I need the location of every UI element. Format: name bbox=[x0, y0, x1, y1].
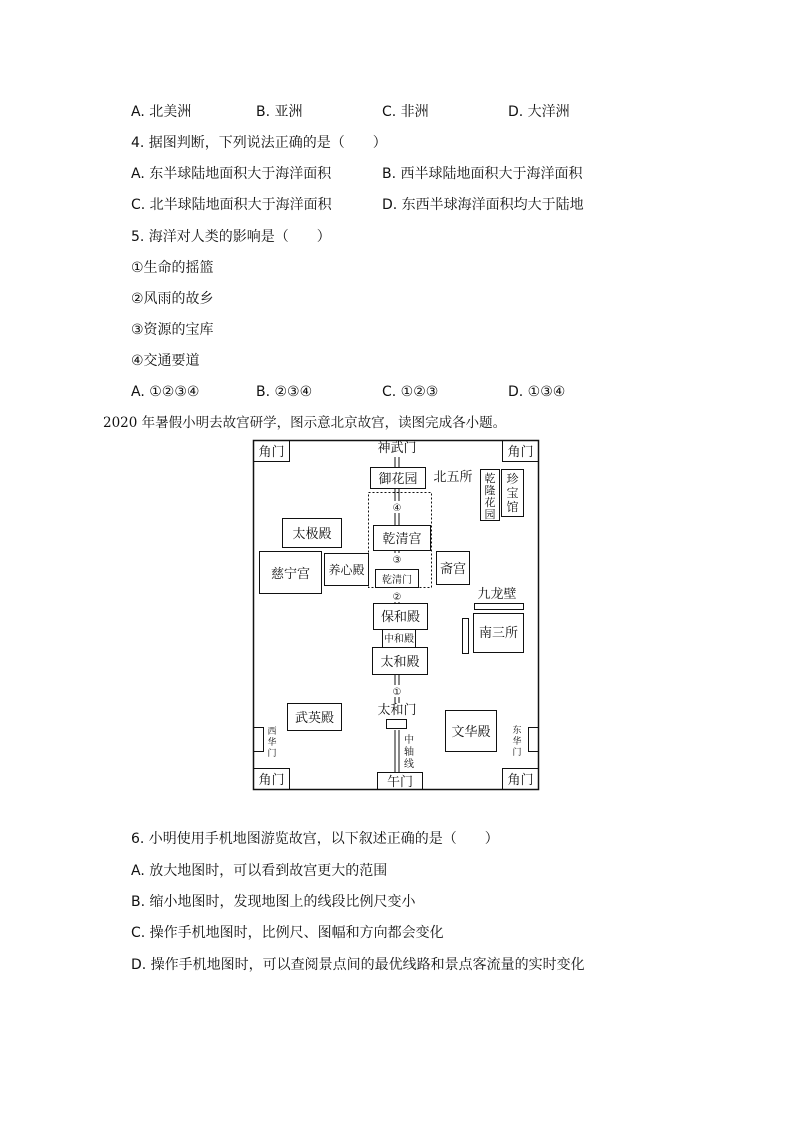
taihemen-label: 太和门 bbox=[377, 703, 417, 718]
zhaigong-label: 斋宫 bbox=[439, 562, 467, 577]
qianlong-garden-char: 隆 bbox=[484, 484, 496, 497]
shenwumen-label: 神武门 bbox=[377, 441, 417, 456]
qianqingmen-label: 乾清门 bbox=[382, 575, 412, 586]
q5-option-c[interactable]: C. ①②③ bbox=[382, 384, 439, 400]
q4-stem: 4. 据图判断，下列说法正确的是（ ） bbox=[131, 135, 387, 151]
donghuamen-char: 东 bbox=[512, 726, 522, 736]
corner-gate-sw: 角门 bbox=[258, 773, 285, 788]
xihuamen-char: 华 bbox=[267, 738, 277, 748]
corner-gate-se: 角门 bbox=[507, 773, 534, 788]
q5-option-b[interactable]: B. ②③④ bbox=[256, 384, 313, 400]
xihuamen-char: 门 bbox=[267, 749, 277, 759]
q4-option-c[interactable]: C. 北半球陆地面积大于海洋面积 bbox=[131, 197, 332, 213]
q6-stem: 6. 小明使用手机地图游览故宫，以下叙述正确的是（ ） bbox=[131, 831, 499, 847]
axis-char: 轴 bbox=[404, 747, 414, 758]
q5-item: ②风雨的故乡 bbox=[131, 291, 214, 307]
q5-item: ④交通要道 bbox=[131, 353, 200, 369]
q3-option-a[interactable]: A. 北美洲 bbox=[131, 104, 192, 120]
axis-char: 线 bbox=[404, 759, 414, 770]
qianlong-garden-char: 花 bbox=[484, 496, 496, 509]
wenhua-label: 文华殿 bbox=[451, 725, 491, 740]
q6-option-c[interactable]: C. 操作手机地图时，比例尺、图幅和方向都会变化 bbox=[131, 925, 444, 941]
axis-char: 中 bbox=[404, 735, 414, 746]
wumen-label: 午门 bbox=[386, 775, 414, 790]
q4-option-d[interactable]: D. 东西半球海洋面积均大于陆地 bbox=[382, 197, 584, 213]
corner-gate-ne: 角门 bbox=[507, 445, 534, 460]
zhenbaoguan-char: 珍 bbox=[506, 472, 519, 486]
marker-2: ② bbox=[392, 592, 402, 603]
wuying-label: 武英殿 bbox=[294, 711, 335, 726]
forbidden-city-map bbox=[252, 439, 540, 791]
baohe-label: 保和殿 bbox=[380, 610, 421, 625]
marker-1: ① bbox=[392, 687, 402, 698]
taihe-label: 太和殿 bbox=[380, 655, 420, 670]
marker-3: ③ bbox=[392, 555, 402, 566]
q5-option-d[interactable]: D. ①③④ bbox=[508, 384, 566, 400]
qianlong-garden-char: 乾 bbox=[484, 472, 496, 485]
donghuamen-char: 门 bbox=[512, 748, 522, 758]
jiulongbi-label: 九龙壁 bbox=[477, 587, 517, 602]
q5-item: ③资源的宝库 bbox=[131, 322, 214, 338]
q5-item: ①生命的摇篮 bbox=[131, 260, 214, 276]
q6-option-d[interactable]: D. 操作手机地图时，可以查阅景点间的最优线路和景点客流量的实时变化 bbox=[131, 957, 585, 973]
q5-stem: 5. 海洋对人类的影响是（ ） bbox=[131, 229, 331, 245]
qianqinggong-label: 乾清宫 bbox=[382, 532, 422, 547]
q3-option-c[interactable]: C. 非洲 bbox=[382, 104, 429, 120]
zhenbaoguan-char: 馆 bbox=[506, 500, 519, 514]
q3-option-b[interactable]: B. 亚洲 bbox=[256, 104, 303, 120]
yuhuayuan-label: 御花园 bbox=[378, 472, 418, 487]
qianlong-garden-char: 园 bbox=[484, 508, 496, 521]
q6-option-a[interactable]: A. 放大地图时，可以看到故宫更大的范围 bbox=[131, 863, 388, 879]
xihuamen-char: 西 bbox=[267, 727, 277, 737]
q5-option-a[interactable]: A. ①②③④ bbox=[131, 384, 200, 400]
zhenbaoguan-char: 宝 bbox=[506, 486, 519, 500]
corner-gate-nw: 角门 bbox=[258, 445, 285, 460]
taiji-label: 太极殿 bbox=[292, 527, 332, 542]
map-intro: 2020 年暑假小明去故宫研学，图示意北京故宫，读图完成各小题。 bbox=[103, 415, 507, 431]
nansansuo-label: 南三所 bbox=[478, 626, 519, 641]
marker-4: ④ bbox=[392, 503, 402, 514]
q6-option-b[interactable]: B. 缩小地图时，发现地图上的线段比例尺变小 bbox=[131, 894, 416, 910]
cining-label: 慈宁宫 bbox=[270, 567, 311, 582]
donghuamen-char: 华 bbox=[512, 737, 522, 747]
q4-option-a[interactable]: A. 东半球陆地面积大于海洋面积 bbox=[131, 166, 332, 182]
zhonghe-label: 中和殿 bbox=[384, 634, 414, 645]
beiwusuo-label: 北五所 bbox=[433, 470, 473, 485]
q4-option-b[interactable]: B. 西半球陆地面积大于海洋面积 bbox=[382, 166, 583, 182]
yangxin-label: 养心殿 bbox=[328, 563, 365, 577]
q3-option-d[interactable]: D. 大洋洲 bbox=[508, 104, 570, 120]
